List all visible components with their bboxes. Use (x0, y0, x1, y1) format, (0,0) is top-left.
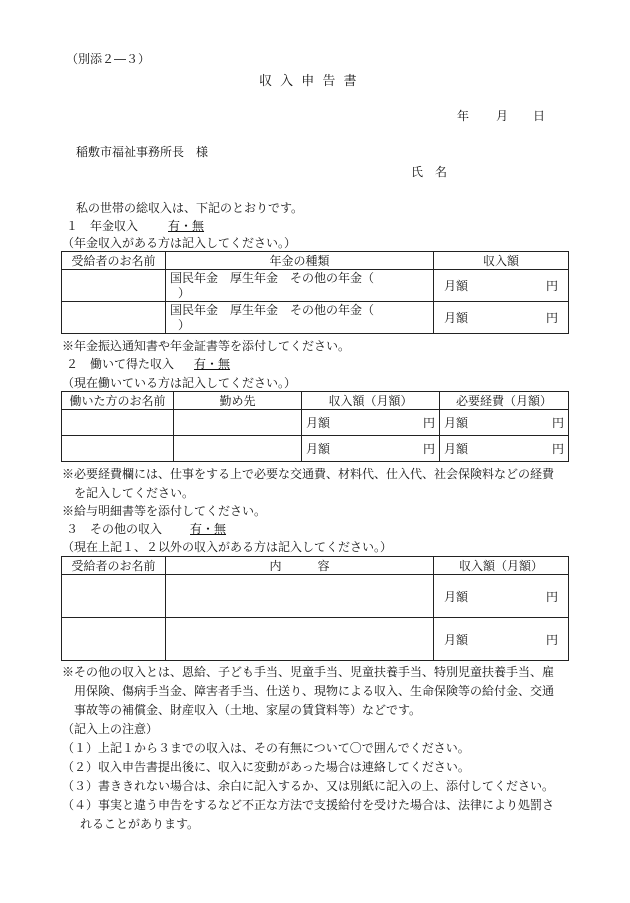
employer-cell[interactable] (174, 410, 302, 436)
sec3-heading-text: ３ その他の収入 (66, 522, 163, 536)
col-employer: 勤め先 (174, 392, 302, 410)
expenses-cell[interactable] (440, 436, 569, 462)
pension-close: ） (178, 317, 191, 332)
col-other-recipient: 受給者のお名前 (62, 557, 166, 575)
annex-label: （別添２―３） (66, 52, 151, 66)
monthly-label: 月額 (444, 279, 469, 293)
page-title: 収 入 申 告 書 (259, 74, 359, 89)
col-expenses: 必要経費（月額） (440, 392, 569, 410)
intro-text: 私の世帯の総収入は、下記のとおりです。 (76, 201, 304, 215)
monthly-label: 月額 (444, 311, 469, 325)
content-cell[interactable] (166, 618, 434, 661)
yen-label: 円 (545, 589, 558, 604)
col-content: 内 容 (166, 557, 434, 575)
col-worker: 働いた方のお名前 (62, 392, 174, 410)
employer-cell[interactable] (174, 436, 302, 462)
col-recipient: 受給者のお名前 (62, 252, 166, 270)
income-cell[interactable] (434, 302, 569, 334)
other-income-cell[interactable] (434, 575, 569, 618)
pension-types-text: 国民年金 厚生年金 その他の年金（ (170, 270, 375, 285)
col-other-income: 収入額（月額） (434, 557, 569, 575)
sec1-footnote: ※年金振込通知書や年金証書等を添付してください。 (62, 339, 351, 353)
other-income-table (61, 556, 569, 661)
yen-label: 円 (545, 311, 558, 325)
yen-label: 円 (422, 416, 435, 430)
note-1: （１）上記１から３までの収入は、その有無について〇で囲んでください。 (62, 741, 470, 755)
other-recipient-cell[interactable] (62, 618, 166, 661)
other-income-cell[interactable] (434, 618, 569, 661)
col-pension-type: 年金の種類 (166, 252, 434, 270)
sec2-footnote-2: ※給与明細書等を添付してください。 (62, 504, 267, 518)
sec3-heading (66, 520, 226, 537)
note-3: （３）書ききれない場合は、余白に記入するか、又は別紙に記入の上、添付してください。 (62, 779, 555, 793)
worker-cell[interactable] (62, 410, 174, 436)
recipient-cell[interactable] (62, 270, 166, 302)
work-income-cell[interactable] (302, 436, 440, 462)
recipient-cell[interactable] (62, 302, 166, 334)
worker-cell[interactable] (62, 436, 174, 462)
yen-label: 円 (545, 632, 558, 647)
sec1-heading-text: １ 年金収入 (66, 219, 139, 233)
sec3-footnote-c: 事故等の補償金、財産収入（土地、家屋の賃貸料等）などです。 (74, 703, 422, 717)
other-recipient-cell[interactable] (62, 575, 166, 618)
note-4a: （４）事実と違う申告をするなど不正な方法で支援給付を受けた場合は、法律により処罰さ (62, 798, 555, 812)
pension-types-text: 国民年金 厚生年金 その他の年金（ (170, 302, 375, 317)
date-day: 日 (533, 109, 546, 123)
date-year: 年 (457, 109, 470, 123)
monthly-label: 月額 (306, 442, 331, 456)
sec2-footnote-1a: ※必要経費欄には、仕事をする上で必要な交通費、材料代、仕入代、社会保険料などの経費 (62, 467, 555, 481)
expenses-cell[interactable] (440, 410, 569, 436)
notes-heading: （記入上の注意） (62, 722, 159, 736)
sec3-footnote-a: ※その他の収入とは、恩給、子ども手当、児童手当、児童扶養手当、特別児童扶養手当、雇 (62, 665, 555, 679)
monthly-label: 月額 (444, 589, 469, 604)
sec3-footnote-b: 用保険、傷病手当金、障害者手当、仕送り、現物による収入、生命保険等の給付金、交通 (74, 684, 555, 698)
sec3-yesno[interactable]: 有・無 (190, 522, 227, 536)
sec2-heading (66, 355, 230, 372)
monthly-label: 月額 (444, 416, 469, 430)
yen-label: 円 (422, 442, 435, 456)
pension-table (61, 251, 569, 334)
sec3-note: （現在上記１、２以外の収入がある方は記入してください。） (62, 540, 393, 554)
sec2-footnote-1b: を記入してください。 (74, 486, 195, 500)
sec2-note: （現在働いている方は記入してください。） (62, 376, 297, 390)
pension-close: ） (178, 285, 191, 300)
sec1-yesno[interactable]: 有・無 (168, 219, 205, 233)
note-4b: れることがあります。 (80, 817, 200, 831)
sec2-yesno[interactable]: 有・無 (194, 357, 231, 371)
monthly-label: 月額 (444, 632, 469, 647)
name-label: 氏 名 (411, 165, 448, 179)
work-income-cell[interactable] (302, 410, 440, 436)
yen-label: 円 (551, 442, 564, 456)
note-2: （２）収入申告書提出後に、収入に変動があった場合は連絡してください。 (62, 760, 470, 774)
yen-label: 円 (551, 416, 564, 430)
addressee: 稲敷市福祉事務所長 様 (76, 145, 209, 159)
col-work-income: 収入額（月額） (302, 392, 440, 410)
content-cell[interactable] (166, 575, 434, 618)
sec1-heading (66, 217, 204, 234)
income-cell[interactable] (434, 270, 569, 302)
work-table (61, 391, 569, 462)
monthly-label: 月額 (306, 416, 331, 430)
monthly-label: 月額 (444, 442, 469, 456)
sec2-heading-text: ２ 働いて得た収入 (66, 357, 175, 371)
sec1-note: （年金収入がある方は記入してください。） (62, 236, 297, 250)
pension-type-cell[interactable] (166, 270, 434, 302)
yen-label: 円 (545, 279, 558, 293)
col-income: 収入額 (434, 252, 569, 270)
pension-type-cell[interactable] (166, 302, 434, 334)
date-month: 月 (496, 109, 509, 123)
